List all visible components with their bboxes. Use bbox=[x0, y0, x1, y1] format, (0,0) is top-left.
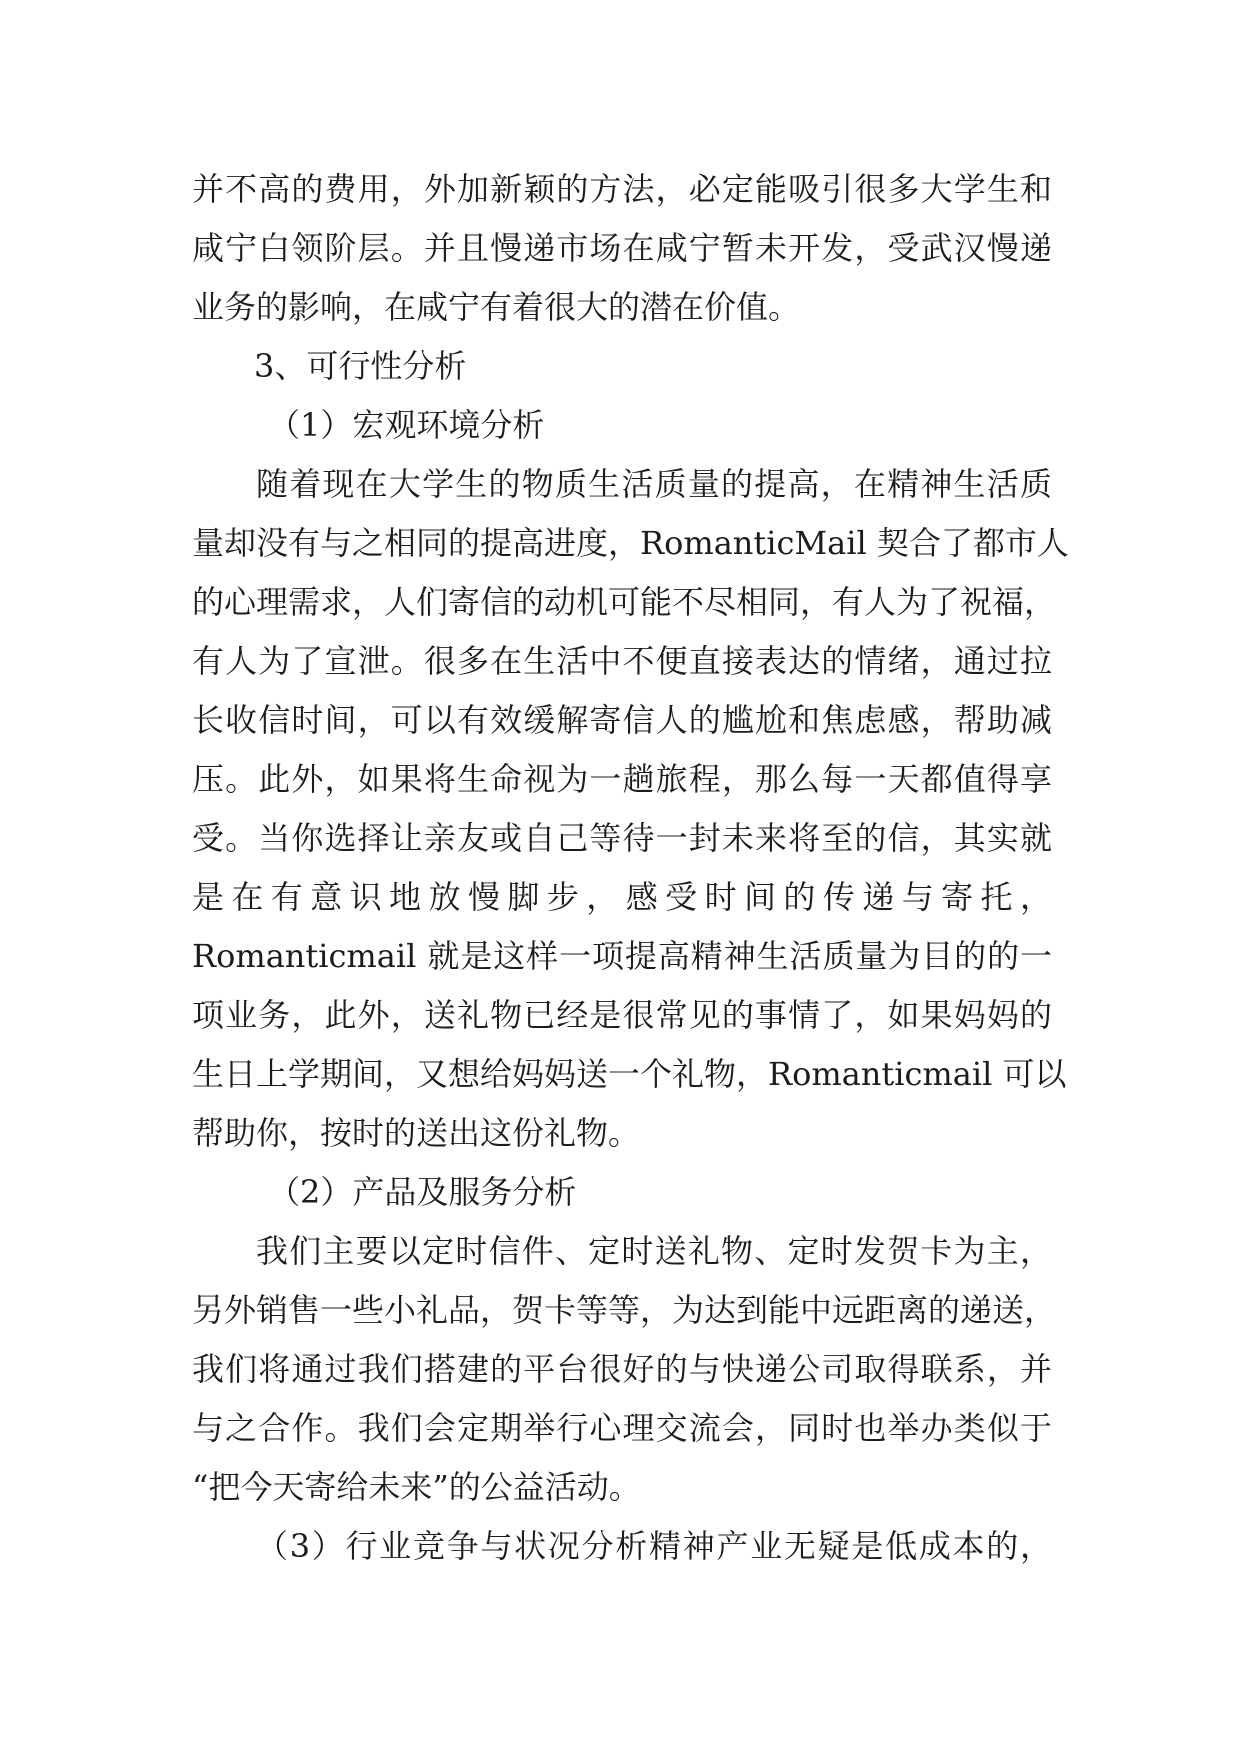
section-heading: 3、可行性分析 bbox=[254, 347, 467, 385]
paragraph-line: 另外销售一些小礼品，贺卡等等，为达到能中远距离的递送， bbox=[192, 1291, 1057, 1329]
paragraph-line: 长收信时间，可以有效缓解寄信人的尴尬和焦虑感，帮助减 bbox=[192, 701, 1052, 739]
paragraph-line: 的心理需求，人们寄信的动机可能不尽相同，有人为了祝福， bbox=[192, 583, 1057, 621]
paragraph-line: 项业务，此外，送礼物已经是很常见的事情了，如果妈妈的 bbox=[192, 996, 1052, 1034]
subsection-heading: （2）产品及服务分析 bbox=[268, 1173, 577, 1211]
paragraph-line: Romanticmail 就是这样一项提高精神生活质量为目的的一 bbox=[192, 937, 1052, 975]
paragraph-line: “把今天寄给未来”的公益活动。 bbox=[192, 1468, 641, 1506]
subsection-heading: （3）行业竞争与状况分析精神产业无疑是低成本的， bbox=[256, 1527, 1052, 1565]
paragraph-line: 有人为了宣泄。很多在生活中不便直接表达的情绪，通过拉 bbox=[192, 642, 1052, 680]
paragraph-line: 压。此外，如果将生命视为一趟旅程，那么每一天都值得享 bbox=[192, 760, 1052, 798]
body-text bbox=[192, 160, 1069, 1576]
paragraph-line: 我们将通过我们搭建的平台很好的与快递公司取得联系，并 bbox=[192, 1350, 1052, 1388]
paragraph-line: 我们主要以定时信件、定时送礼物、定时发贺卡为主， bbox=[256, 1232, 1052, 1270]
paragraph-line: 与之合作。我们会定期举行心理交流会，同时也举办类似于 bbox=[192, 1409, 1052, 1447]
paragraph-line: 并不高的费用，外加新颖的方法，必定能吸引很多大学生和 bbox=[192, 170, 1052, 208]
paragraph-line: 受。当你选择让亲友或自己等待一封未来将至的信，其实就 bbox=[192, 819, 1052, 857]
paragraph-line: 咸宁白领阶层。并且慢递市场在咸宁暂未开发，受武汉慢递 bbox=[192, 229, 1052, 267]
paragraph-line: 是在有意识地放慢脚步，感受时间的传递与寄托， bbox=[192, 878, 1052, 916]
paragraph-line: 随着现在大学生的物质生活质量的提高，在精神生活质 bbox=[256, 465, 1052, 503]
paragraph-line: 生日上学期间，又想给妈妈送一个礼物，Romanticmail 可以 bbox=[192, 1055, 1067, 1093]
paragraph-line: 帮助你，按时的送出这份礼物。 bbox=[192, 1114, 641, 1152]
subsection-heading: （1）宏观环境分析 bbox=[268, 406, 545, 444]
paragraph-line: 量却没有与之相同的提高进度，RomanticMail 契合了都市人 bbox=[192, 524, 1069, 562]
paragraph-line: 业务的影响，在咸宁有着很大的潜在价值。 bbox=[192, 288, 801, 326]
